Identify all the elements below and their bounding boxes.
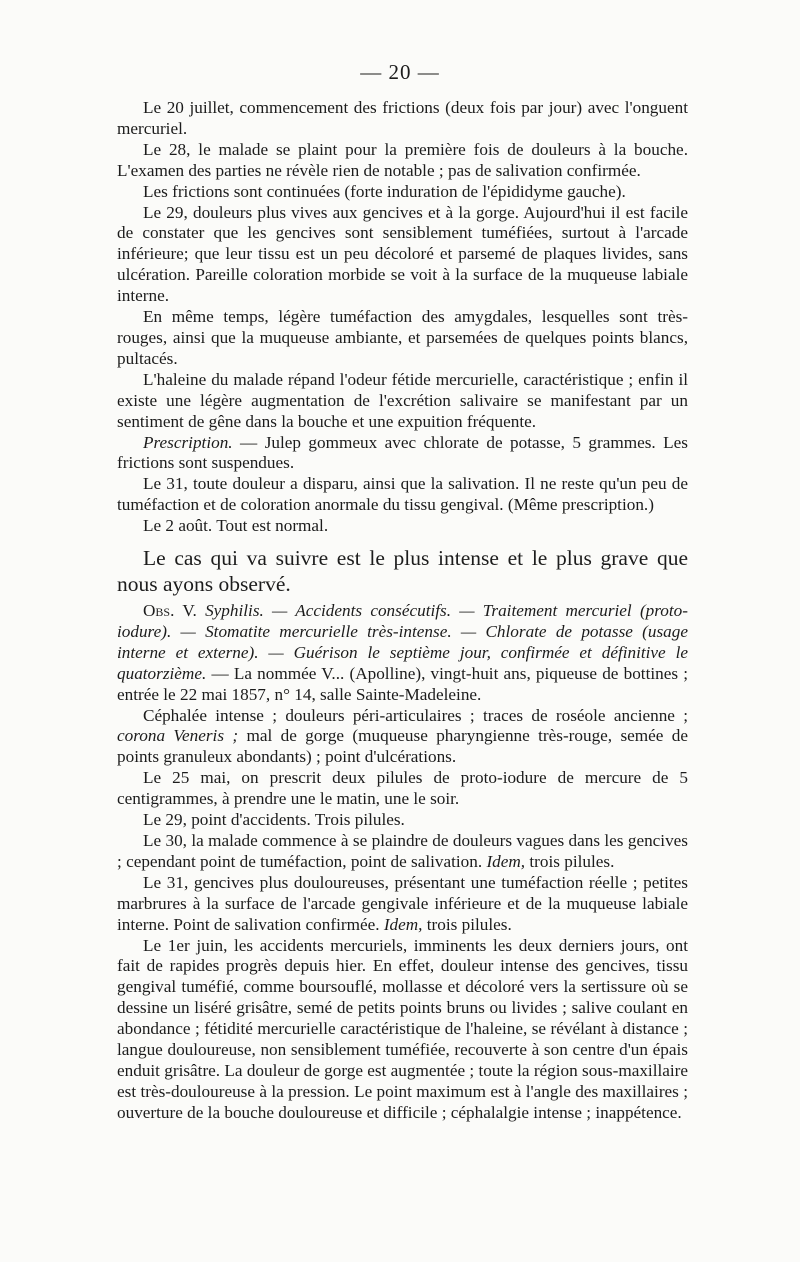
page-number: — 20 — (360, 60, 440, 84)
paragraph: L'haleine du malade répand l'odeur fétide mercurielle, caractéristique ; enfin il existe une légère augmentation de l'excrétion salivaire se manifestant par un sentiment de gêne dans la bouche et une expuition fréquente. (117, 369, 688, 431)
paragraph: Le 2 août. Tout est normal. (143, 516, 329, 536)
paragraph: Le 31, gencives plus douloureuses, présentant une tuméfaction réelle ; petites marbrures à la surface de l'arcade gengivale inférieure et de la muqueuse labiale interne. Point de salivation confirmée. Idem, trois pilules. (117, 872, 688, 934)
paragraph: Le 20 juillet, commencement des frictions (deux fois par jour) avec l'onguent mercuriel. (117, 98, 688, 138)
page-body (117, 98, 688, 1124)
paragraph: Les frictions sont continuées (forte induration de l'épididyme gauche). (143, 181, 626, 201)
paragraph: Le 1er juin, les accidents mercuriels, imminents les deux derniers jours, ont fait de rapides progrès depuis hier. En effet, douleur intense des gencives, tissu gengival tuméfié, comme boursouflé, mollasse et décoloré vers la sertissure où se dessine un liséré grisâtre, semé de petits points bruns ou livides ; salive coulant en abondance ; fétidité mercurielle caractéristique de l'haleine, se révélant à distance ; langue douloureuse, non sensiblement tuméfiée, recouverte à son centre d'un épais enduit grisâtre. La douleur de gorge est augmentée ; toute la région sous-maxillaire est très-douloureuse à la pression. Le point maximum est à l'angle des maxillaires ; ouverture de la bouche douloureuse et difficile ; céphalalgie intense ; inappétence. (117, 935, 688, 1122)
observation-text: — La nommée V... (Apolline), vingt-huit ans, piqueuse de bottines ; entrée le 22 mai 1857, n° 14, salle Sainte-Madeleine. (117, 663, 688, 704)
intro-paragraph: Le cas qui va suivre est le plus intense et le plus grave que nous ayons observé. (117, 546, 688, 597)
paragraph: Le 29, point d'accidents. Trois pilules. (143, 810, 405, 830)
paragraph: Le 31, toute douleur a disparu, ainsi que la salivation. Il ne reste qu'un peu de tuméfaction et de coloration anormale du tissu gengival. (Même prescription.) (117, 474, 688, 515)
observation-label: Obs. V. (143, 601, 197, 621)
italic-term: Idem, (486, 851, 526, 871)
prescription-paragraph (117, 433, 688, 475)
observation-title: Syphilis. — Accidents consécutifs. — Traitement mercuriel (proto-iodure). — Stomatite mercurielle très-intense. — Chlorate de potasse (usage interne et externe). — Guérison le septième jour, confirmée et définitive le quatorzième. (117, 601, 688, 683)
paragraph: En même temps, légère tuméfaction des amygdales, lesquelles sont très-rouges, ainsi que la muqueuse ambiante, et parsemées de quelques points blancs, pultacés. (117, 307, 688, 368)
paragraph: Le 29, douleurs plus vives aux gencives et à la gorge. Aujourd'hui il est facile de constater que les gencives sont sensiblement tuméfiées, surtout à l'arcade inférieure; que leur tissu est un peu décoloré et parsemé de plaques livides, sans ulcération. Pareille coloration morbide se voit à la surface de la muqueuse labiale interne. (117, 202, 688, 306)
italic-term: Idem, (383, 914, 423, 934)
paragraph: Le 28, le malade se plaint pour la première fois de douleurs à la bouche. L'examen des parties ne révèle rien de notable ; pas de salivation confirmée. (117, 139, 688, 180)
observation-heading (117, 601, 688, 706)
prescription-text: — Julep gommeux avec chlorate de potasse, 5 grammes. Les frictions sont suspendues. (117, 432, 688, 473)
paragraph: Le 25 mai, on prescrit deux pilules de proto-iodure de mercure de 5 centigrammes, à prendre une le matin, une le soir. (117, 768, 688, 809)
italic-term: corona Veneris ; (117, 726, 239, 746)
prescription-label: Prescription. (143, 432, 233, 452)
paragraph: Le 30, la malade commence à se plaindre de douleurs vagues dans les gencives ; cependant point de tuméfaction, point de salivation. Idem, trois pilules. (117, 831, 688, 871)
paragraph: Céphalée intense ; douleurs péri-articulaires ; traces de roséole ancienne ; corona Veneris ; mal de gorge (muqueuse pharyngienne très-rouge, semée de points granuleux abondants) ; point d'ulcérations. (117, 705, 689, 767)
